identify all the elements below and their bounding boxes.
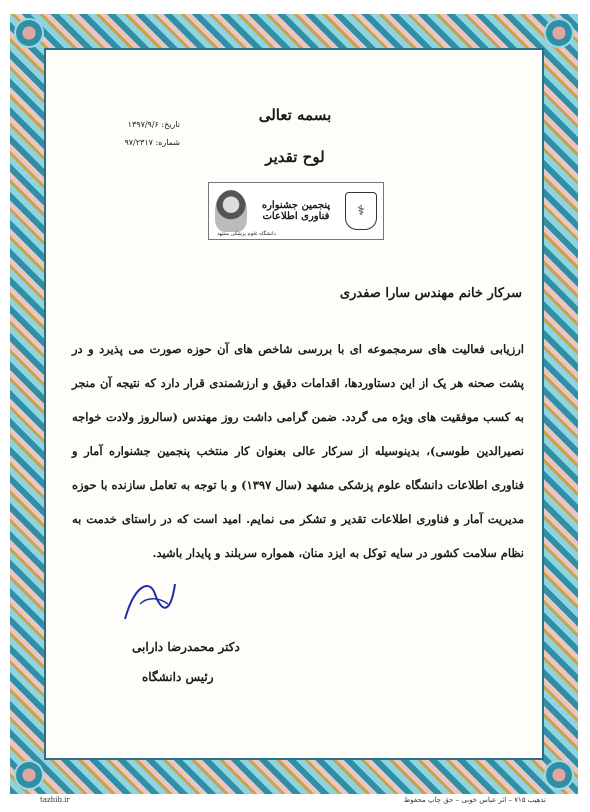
document-meta bbox=[90, 116, 180, 152]
ornament-icon bbox=[544, 18, 574, 48]
number-line: شماره: ۹۷/۲۳۱۷ bbox=[124, 138, 180, 147]
footer-link: tazhib.ir bbox=[40, 796, 70, 804]
certificate-title: لوح تقدیر bbox=[265, 148, 325, 166]
signer-role: رئیس دانشگاه bbox=[142, 670, 214, 684]
logo-text: پنجمین جشنواره فناوری اطلاعات bbox=[261, 200, 331, 222]
date-line: تاریخ: ۱۳۹۷/۹/۶ bbox=[127, 120, 180, 129]
signature-icon bbox=[120, 574, 180, 624]
festival-logo bbox=[208, 182, 384, 240]
footer-credit: تذهیب ۷۱۵ – اثر عباس خوبی – حق چاپ محفوظ bbox=[403, 796, 546, 804]
recipient: سرکار خانم مهندس سارا صفدری bbox=[339, 286, 522, 301]
signer-name: دکتر محمدرضا دارابی bbox=[132, 640, 240, 654]
page-title: بسمه تعالی bbox=[258, 106, 332, 124]
logo-small-text: دانشگاه علوم پزشکی مشهد bbox=[217, 231, 276, 237]
ornament-icon bbox=[14, 18, 44, 48]
body-text: ارزیابی فعالیت های سرمجموعه ای با بررسی شاخص های آن حوزه صورت می پذیرد و در پشت صحنه هر یک از این دستاوردها، اقدامات دقیق و ارزشمندی قرار دارد که نتیجه آن منجر به کسب موفقیت های ویژه می گردد. ضمن گرامی داشت روز مهندس (سالروز ولادت خواجه نصیرالدین طوسی)، بدینوسیله از سرکار عالی بعنوان کار منتخب پنجمین جشنواره آمار و فناوری اطلاعات دانشگاه علوم پزشکی مشهد (سال ۱۳۹۷) و با توجه به تعامل سازنده با حوزه مدیریت آمار و فناوری اطلاعات تقدیر و تشکر می نمایم. امید است که در راستای خدمت به نظام سلامت کشور در سایه توکل به ایزد منان، همواره سربلند و پایدار باشید. bbox=[72, 342, 525, 560]
ornament-icon bbox=[14, 760, 44, 790]
certificate-page bbox=[60, 64, 530, 754]
ornament-icon bbox=[544, 760, 574, 790]
university-emblem-icon: ⚕ bbox=[345, 192, 377, 230]
portrait-icon bbox=[215, 190, 247, 232]
